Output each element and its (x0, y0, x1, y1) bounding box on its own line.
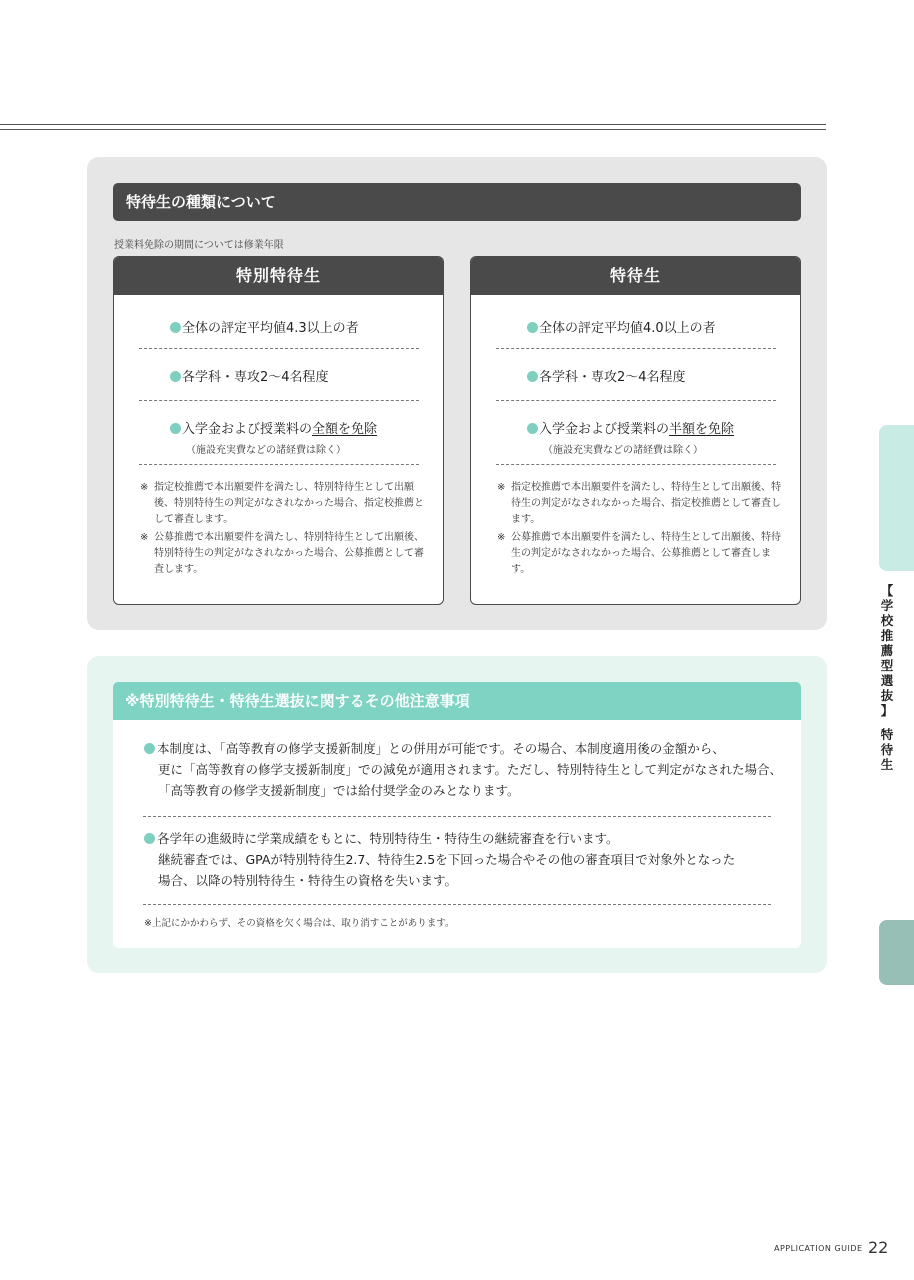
card-notes (497, 480, 781, 580)
card-item-emphasis: 全額を免除 (312, 422, 378, 437)
side-label-char: 【 (880, 583, 894, 598)
side-label-char: 学 (880, 598, 894, 613)
side-label-gap (874, 718, 900, 727)
note-mark: ※ (140, 532, 149, 543)
footnote: ※上記にかかわらず、その資格を欠く場合は、取り消すことがあります。 (144, 918, 455, 929)
card-scholar (470, 256, 801, 605)
side-label-char: 型 (880, 658, 894, 673)
bullet-dot-icon (144, 833, 155, 844)
paragraph-line: 継続審査では、GPAが特別特待生2.7、特待生2.5を下回った場合やその他の審査項目で対象外となった (158, 852, 736, 867)
card-item-text: 各学科・専攻2〜4名程度 (182, 370, 329, 385)
bullet-dot-icon (527, 371, 538, 382)
paragraph-line: 各学年の進級時に学業成績をもとに、特別特待生・特待生の継続審査を行います。 (157, 831, 619, 846)
bullet-dot-icon (170, 371, 181, 382)
footer-guide-label: APPLICATION GUIDE (774, 1244, 863, 1253)
other-notes-title: ※特別特待生・特待生選抜に関するその他注意事項 (113, 682, 801, 720)
card-header: 特別特待生 (114, 257, 443, 295)
card-item-text: 全体の評定平均値4.0以上の者 (539, 321, 716, 336)
dashed-divider (496, 464, 776, 465)
note-paragraph-system (144, 738, 784, 801)
card-item-quota (527, 366, 686, 385)
side-label-char: 薦 (880, 643, 894, 658)
dashed-divider (496, 400, 776, 401)
page-number: 22 (868, 1238, 889, 1257)
dashed-divider (496, 348, 776, 349)
card-item-emphasis: 半額を免除 (669, 422, 735, 437)
dashed-divider (139, 464, 419, 465)
note-text: 公募推薦で本出願要件を満たし、特待生として出願後、特待生の判定がなされなかった場合、公募推薦として審査します。 (511, 532, 781, 575)
note-mark: ※ (497, 482, 506, 493)
card-item-text: 入学金および授業料の (539, 422, 670, 437)
side-label-char: 校 (880, 613, 894, 628)
paragraph-line: 更に「高等教育の修学支援新制度」での減免が適用されます。ただし、特別特待生として判定がなされた場合、 (158, 762, 783, 777)
side-label-char: 】 (880, 703, 894, 718)
card-header: 特待生 (471, 257, 800, 295)
note-text: 公募推薦で本出願要件を満たし、特別特待生として出願後、特別特待生の判定がなされなかった場合、公募推薦として審査します。 (154, 532, 424, 575)
bullet-dot-icon (170, 423, 181, 434)
top-rule (0, 124, 826, 125)
note-line (140, 480, 424, 528)
bullet-dot-icon (527, 423, 538, 434)
card-item-text: 全体の評定平均値4.3以上の者 (182, 321, 359, 336)
types-title: 特待生の種類について (113, 183, 801, 221)
note-line (497, 530, 781, 578)
side-label-char: 推 (880, 628, 894, 643)
note-text: 指定校推薦で本出願要件を満たし、特別特待生として出願後、特別特待生の判定がなされなかった場合、指定校推薦として審査します。 (154, 482, 424, 525)
side-index-tab (879, 425, 914, 571)
card-item-gpa (170, 317, 359, 336)
note-mark: ※ (140, 482, 149, 493)
dashed-divider (143, 904, 771, 905)
other-notes-section (87, 656, 827, 973)
card-special-scholar (113, 256, 444, 605)
paragraph-line: 場合、以降の特別特待生・特待生の資格を失います。 (158, 873, 458, 888)
note-mark: ※ (497, 532, 506, 543)
bullet-dot-icon (170, 322, 181, 333)
bullet-dot-icon (527, 322, 538, 333)
note-line (497, 480, 781, 528)
top-rule-thin (0, 129, 826, 130)
card-item-subnote: （施設充実費などの諸経費は除く） (186, 445, 346, 456)
note-line (140, 530, 424, 578)
side-label-char: 待 (880, 742, 894, 757)
note-paragraph-review (144, 828, 784, 891)
paragraph-line: 本制度は、「高等教育の修学支援新制度」との併用が可能です。その場合、本制度適用後の金額から、 (157, 741, 725, 756)
bullet-dot-icon (144, 743, 155, 754)
side-label-char: 生 (880, 757, 894, 772)
dashed-divider (139, 348, 419, 349)
side-label-char: 特 (880, 727, 894, 742)
card-item-exemption (170, 418, 377, 437)
types-section (87, 157, 827, 630)
card-item-text: 入学金および授業料の (182, 422, 313, 437)
card-item-text: 各学科・専攻2〜4名程度 (539, 370, 686, 385)
dashed-divider (139, 400, 419, 401)
note-text: 指定校推薦で本出願要件を満たし、特待生として出願後、特待生の判定がなされなかった場合、指定校推薦として審査します。 (511, 482, 781, 525)
side-index-tab-active (879, 920, 914, 985)
card-item-exemption (527, 418, 734, 437)
side-section-label (874, 583, 900, 772)
card-notes (140, 480, 424, 580)
card-item-quota (170, 366, 329, 385)
side-label-char: 選 (880, 673, 894, 688)
other-notes-panel (113, 720, 801, 948)
card-item-subnote: （施設充実費などの諸経費は除く） (543, 445, 703, 456)
side-label-char: 抜 (880, 688, 894, 703)
card-item-gpa (527, 317, 716, 336)
dashed-divider (143, 816, 771, 817)
types-note: 授業料免除の期間については修業年限 (114, 240, 284, 251)
paragraph-line: 「高等教育の修学支援新制度」では給付奨学金のみとなります。 (158, 783, 520, 798)
